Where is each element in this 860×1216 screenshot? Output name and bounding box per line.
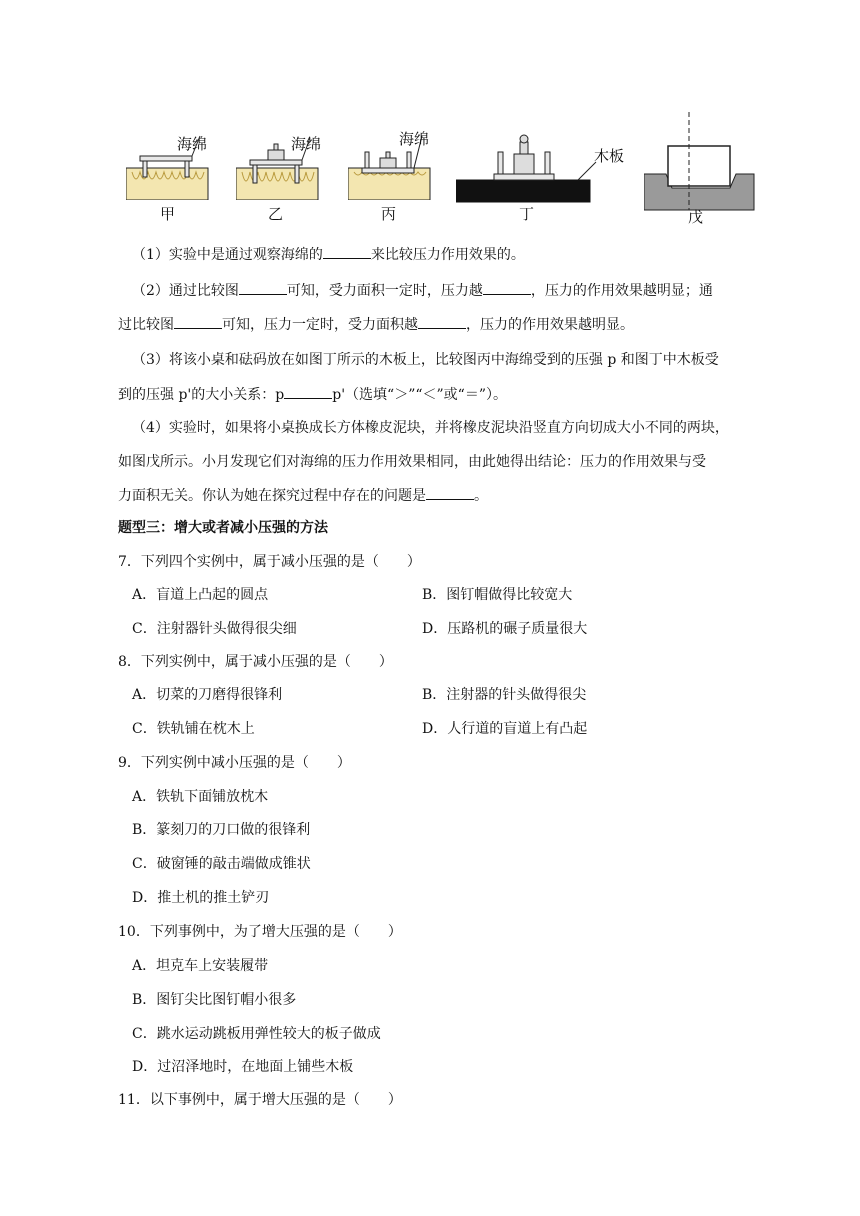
figure-ding (456, 128, 606, 208)
option[interactable]: C．跳水运动跳板用弹性较大的板子做成 (132, 1026, 381, 1042)
answer-blank[interactable] (483, 280, 531, 295)
question-stem: 7．下列四个实例中，属于减小压强的是（ ） (118, 554, 421, 570)
q6-part3-cont: 到的压强 p'的大小关系：p p'（选填“＞”“＜”或“＝”）。 (118, 384, 507, 405)
q6-part4-cont2: 力面积无关。你认为她在探究过程中存在的问题是 。 (118, 485, 488, 506)
option[interactable]: D．过沼泽地时，在地面上铺些木板 (132, 1059, 354, 1075)
option[interactable]: C．破窗锤的敲击端做成锥状 (132, 856, 311, 872)
answer-blank[interactable] (174, 314, 222, 329)
q6-part3: （3）将该小桌和砝码放在如图丁所示的木板上，比较图丙中海绵受到的压强 p 和图丁中木板受 (132, 352, 719, 368)
option[interactable]: A．铁轨下面铺放枕木 (132, 789, 269, 805)
figure-jia (126, 120, 226, 200)
option[interactable]: A．坦克车上安装履带 (132, 958, 269, 974)
figure-label: 海绵 (291, 135, 322, 153)
option[interactable]: B．图钉帽做得比较宽大 (422, 587, 573, 603)
option[interactable]: C．注射器针头做得很尖细 (132, 621, 297, 637)
option[interactable]: C．铁轨铺在枕木上 (132, 721, 255, 737)
option[interactable]: A．盲道上凸起的圆点 (132, 587, 269, 603)
sponge-table-weight-diagram (236, 120, 336, 200)
question-stem: 9．下列实例中减小压强的是（ ） (118, 755, 351, 771)
figure-yi (236, 120, 336, 200)
figure-wu (644, 112, 756, 212)
option[interactable]: B．篆刻刀的刀口做的很锋利 (132, 822, 311, 838)
q6-part1: （1）实验中是通过观察海绵的 来比较压力作用效果的。 (132, 244, 525, 265)
clay-block-diagram (644, 112, 756, 212)
figure-bing (348, 120, 448, 200)
question-stem: 11．以下事例中，属于增大压强的是（ ） (118, 1092, 402, 1108)
option[interactable]: D．推土机的推土铲刃 (132, 890, 270, 906)
figure-label: 海绵 (399, 130, 430, 148)
figure-caption: 乙 (268, 205, 284, 223)
q6-part4-cont: 如图戊所示。小月发现它们对海绵的压力作用效果相同，由此她得出结论：压力的作用效果与受 (118, 454, 706, 470)
answer-blank[interactable] (426, 485, 474, 500)
option[interactable]: D．压路机的碾子质量很大 (422, 621, 588, 637)
q6-part4: （4）实验时，如果将小桌换成长方体橡皮泥块，并将橡皮泥块沿竖直方向切成大小不同的两块， (132, 420, 729, 436)
q6-part2: （2）通过比较图 可知，受力面积一定时，压力越 ，压力的作用效果越明显；通 (132, 280, 713, 301)
q6-part2-cont: 过比较图 可知，压力一定时，受力面积越 ，压力的作用效果越明显。 (118, 314, 634, 335)
answer-blank[interactable] (323, 244, 371, 259)
figure-label: 海绵 (177, 135, 208, 153)
experiment-figures (0, 0, 860, 225)
answer-blank[interactable] (239, 280, 287, 295)
figure-caption: 丙 (381, 205, 397, 223)
board-table-diagram (456, 128, 606, 208)
option[interactable]: B．注射器的针头做得很尖 (422, 687, 587, 703)
answer-blank[interactable] (418, 314, 466, 329)
option[interactable]: B．图钉尖比图钉帽小很多 (132, 992, 297, 1008)
sponge-table-diagram (126, 120, 226, 200)
figure-label: 木板 (594, 147, 625, 165)
sponge-inverted-table-diagram (348, 120, 448, 200)
figure-caption: 甲 (160, 205, 176, 223)
question-stem: 10．下列事例中，为了增大压强的是（ ） (118, 924, 402, 940)
figure-caption: 丁 (519, 205, 535, 223)
figure-caption: 戊 (688, 208, 704, 226)
option[interactable]: A．切菜的刀磨得很锋利 (132, 687, 283, 703)
answer-blank[interactable] (284, 384, 332, 399)
question-stem: 8．下列实例中，属于减小压强的是（ ） (118, 654, 393, 670)
option[interactable]: D．人行道的盲道上有凸起 (422, 721, 588, 737)
section-title: 题型三：增大或者减小压强的方法 (118, 520, 328, 536)
